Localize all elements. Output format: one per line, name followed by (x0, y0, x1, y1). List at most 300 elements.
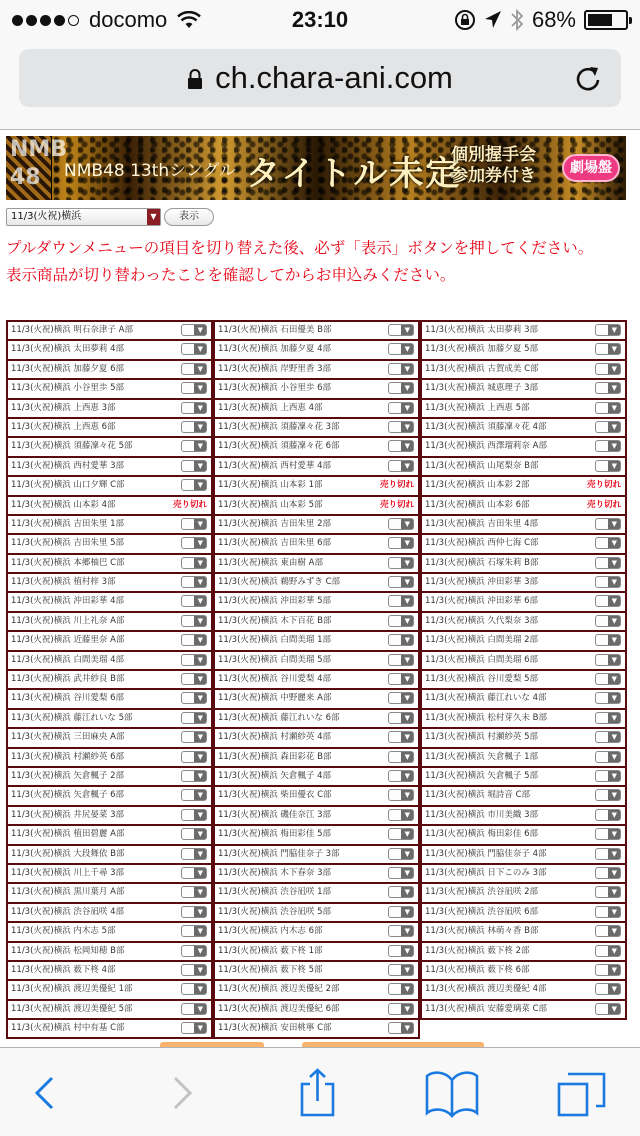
product-label: 11/3(火祝)横浜 須藤凜々花 3部 (218, 421, 340, 432)
quantity-select[interactable] (181, 964, 207, 976)
product-row (6, 419, 213, 438)
product-label: 11/3(火祝)横浜 植村梓 3部 (11, 577, 116, 588)
quantity-select[interactable] (595, 848, 621, 860)
product-label: 11/3(火祝)横浜 井尻晏菜 3部 (11, 809, 125, 820)
quantity-select[interactable] (388, 809, 414, 821)
quantity-select[interactable] (595, 809, 621, 821)
product-row (420, 904, 627, 923)
quantity-select[interactable] (181, 925, 207, 937)
product-row (213, 846, 420, 865)
product-row (420, 787, 627, 806)
product-label: 11/3(火祝)横浜 白間美瑠 5部 (218, 654, 332, 665)
product-label: 11/3(火祝)横浜 薮下柊 5部 (218, 964, 323, 975)
product-label: 11/3(火祝)横浜 太田夢莉 4部 (11, 344, 125, 355)
product-row (213, 555, 420, 574)
banner-single-text: NMB48 13thシングル (64, 161, 236, 181)
quantity-select[interactable] (595, 595, 621, 607)
quantity-select[interactable] (595, 886, 621, 898)
product-label: 11/3(火祝)横浜 薮下柊 4部 (11, 964, 116, 975)
product-row (420, 1001, 627, 1020)
product-label: 11/3(火祝)横浜 木下百花 B部 (218, 615, 332, 626)
product-row (213, 497, 420, 516)
banner-subtitle-line2: 参加券付き (451, 166, 536, 186)
url-text[interactable]: ch.chara-ani.com (215, 60, 453, 95)
product-label: 11/3(火祝)横浜 上西恵 5部 (425, 402, 530, 413)
quantity-select[interactable] (388, 654, 414, 666)
product-row (6, 884, 213, 903)
location-arrow-icon (484, 10, 502, 30)
quantity-select[interactable] (181, 324, 207, 336)
address-bar[interactable] (19, 49, 621, 107)
product-row (213, 380, 420, 399)
quantity-select[interactable] (595, 634, 621, 646)
show-button[interactable]: 表示 (164, 208, 214, 226)
quantity-select[interactable] (181, 1003, 207, 1015)
product-label: 11/3(火祝)横浜 明石奈津子 A部 (11, 325, 133, 335)
quantity-select[interactable] (388, 848, 414, 860)
quantity-select[interactable] (388, 557, 414, 569)
share-icon[interactable] (293, 1068, 343, 1118)
product-row (6, 807, 213, 826)
quantity-select[interactable] (595, 983, 621, 995)
product-row (420, 826, 627, 845)
quantity-select[interactable] (181, 692, 207, 704)
quantity-select[interactable] (181, 673, 207, 685)
quantity-select[interactable] (388, 692, 414, 704)
quantity-select[interactable] (388, 673, 414, 685)
product-label: 11/3(火祝)横浜 太田夢莉 3部 (425, 325, 539, 335)
quantity-select[interactable] (388, 906, 414, 918)
product-label: 11/3(火祝)横浜 沖田彩華 6部 (425, 596, 539, 607)
product-row (213, 400, 420, 419)
product-row (6, 923, 213, 942)
product-row (213, 749, 420, 768)
quantity-select[interactable] (595, 731, 621, 743)
quantity-select[interactable] (595, 925, 621, 937)
quantity-select[interactable] (388, 828, 414, 840)
quantity-select[interactable] (388, 576, 414, 588)
quantity-select[interactable] (595, 615, 621, 627)
quantity-select[interactable] (181, 440, 207, 452)
banner-title: タイトル未定 (246, 154, 462, 194)
quantity-select[interactable] (388, 983, 414, 995)
product-label: 11/3(火祝)横浜 渡辺美優紀 6部 (218, 1003, 340, 1014)
product-row (213, 826, 420, 845)
product-label: 11/3(火祝)横浜 日下このみ 3部 (425, 867, 547, 878)
product-row (6, 341, 213, 360)
quantity-select[interactable] (595, 867, 621, 879)
quantity-select[interactable] (388, 363, 414, 375)
product-row (420, 613, 627, 632)
quantity-select[interactable] (388, 595, 414, 607)
sold-out-badge: 売り切れ (586, 499, 621, 510)
product-label: 11/3(火祝)横浜 白間美瑠 6部 (425, 654, 539, 665)
product-row (420, 865, 627, 884)
product-row (213, 1001, 420, 1020)
product-row (420, 400, 627, 419)
quantity-select[interactable] (388, 770, 414, 782)
product-row (213, 458, 420, 477)
product-row (420, 710, 627, 729)
promo-banner[interactable] (6, 136, 626, 200)
product-label: 11/3(火祝)横浜 山本彩 4部 (11, 499, 116, 510)
quantity-select[interactable] (181, 886, 207, 898)
quantity-select[interactable] (595, 576, 621, 588)
quantity-select[interactable] (181, 945, 207, 957)
product-label: 11/3(火祝)横浜 渋谷凪咲 2部 (425, 887, 539, 898)
product-row (420, 322, 627, 341)
quantity-select[interactable] (181, 615, 207, 627)
quantity-select[interactable] (181, 343, 207, 355)
instruction-notice (6, 235, 616, 289)
quantity-select[interactable] (388, 402, 414, 414)
quantity-select[interactable] (181, 848, 207, 860)
product-label: 11/3(火祝)横浜 薮下柊 6部 (425, 964, 530, 975)
product-label: 11/3(火祝)横浜 谷川愛梨 5部 (425, 674, 539, 685)
quantity-select[interactable] (388, 751, 414, 763)
product-label: 11/3(火祝)横浜 黒川葉月 A部 (11, 887, 125, 898)
product-row (213, 535, 420, 554)
quantity-select[interactable] (595, 770, 621, 782)
quantity-select[interactable] (595, 363, 621, 375)
product-row (213, 361, 420, 380)
quantity-select[interactable] (388, 1022, 414, 1034)
quantity-select[interactable] (181, 402, 207, 414)
product-label: 11/3(火祝)横浜 藤江れいな 6部 (218, 712, 340, 723)
product-label: 11/3(火祝)横浜 村瀬紗英 5部 (425, 732, 539, 743)
product-label: 11/3(火祝)横浜 須藤凜々花 6部 (218, 441, 340, 452)
product-label: 11/3(火祝)横浜 森田彩花 B部 (218, 751, 332, 762)
product-label: 11/3(火祝)横浜 薮下柊 2部 (425, 945, 530, 956)
product-label: 11/3(火祝)横浜 矢倉楓子 6部 (11, 790, 125, 801)
product-column-3 (420, 320, 627, 1020)
quantity-select[interactable] (388, 615, 414, 627)
lock-icon (187, 68, 203, 90)
quantity-select[interactable] (388, 537, 414, 549)
product-row (6, 981, 213, 1000)
quantity-select[interactable] (595, 712, 621, 724)
product-label: 11/3(火祝)横浜 本郷柚巴 C部 (11, 557, 125, 568)
product-row (6, 787, 213, 806)
quantity-select[interactable] (181, 363, 207, 375)
clock: 23:10 (291, 7, 349, 32)
product-row (6, 516, 213, 535)
product-label: 11/3(火祝)横浜 西村愛華 4部 (218, 460, 332, 471)
product-label: 11/3(火祝)横浜 安田桃寧 C部 (218, 1023, 332, 1034)
product-row (420, 535, 627, 554)
product-row (420, 516, 627, 535)
product-row (213, 943, 420, 962)
product-row (213, 807, 420, 826)
quantity-select[interactable] (595, 324, 621, 336)
quantity-select[interactable] (388, 712, 414, 724)
event-filter (6, 208, 214, 226)
product-row (213, 516, 420, 535)
product-label: 11/3(火祝)横浜 近藤里奈 A部 (11, 635, 125, 646)
product-label: 11/3(火祝)横浜 小谷里歩 5部 (11, 383, 125, 394)
chevron-down-icon: ▼ (147, 209, 160, 225)
quantity-select[interactable] (595, 557, 621, 569)
product-row (6, 555, 213, 574)
quantity-select[interactable] (388, 324, 414, 336)
product-label: 11/3(火祝)横浜 須藤凜々花 5部 (11, 441, 133, 452)
product-row (213, 477, 420, 496)
quantity-select[interactable] (181, 983, 207, 995)
quantity-select[interactable] (181, 731, 207, 743)
product-label: 11/3(火祝)横浜 磯佳奈江 3部 (218, 809, 332, 820)
product-label: 11/3(火祝)横浜 石塚朱莉 B部 (425, 557, 539, 568)
quantity-select[interactable] (181, 460, 207, 472)
product-label: 11/3(火祝)横浜 内木志 6部 (218, 926, 323, 937)
quantity-select[interactable] (595, 654, 621, 666)
product-row (420, 632, 627, 651)
quantity-select[interactable] (388, 382, 414, 394)
product-row (420, 749, 627, 768)
product-label: 11/3(火祝)横浜 吉田朱里 6部 (218, 538, 332, 549)
product-row (213, 884, 420, 903)
quantity-select[interactable] (181, 421, 207, 433)
product-row (6, 1001, 213, 1020)
product-row (6, 943, 213, 962)
quantity-select[interactable] (595, 751, 621, 763)
product-label: 11/3(火祝)横浜 松村芽久未 B部 (425, 712, 547, 723)
product-row (6, 846, 213, 865)
product-label: 11/3(火祝)横浜 門脇佳奈子 3部 (218, 848, 340, 859)
quantity-select[interactable] (388, 886, 414, 898)
product-label: 11/3(火祝)横浜 渡辺美優紀 1部 (11, 984, 133, 995)
product-label: 11/3(火祝)横浜 城恵理子 3部 (425, 383, 539, 394)
quantity-select[interactable] (388, 789, 414, 801)
product-row (213, 690, 420, 709)
product-row (213, 593, 420, 612)
reload-icon[interactable] (573, 63, 603, 93)
product-row (420, 729, 627, 748)
product-row (420, 555, 627, 574)
product-label: 11/3(火祝)横浜 渋谷凪咲 1部 (218, 887, 332, 898)
product-label: 11/3(火祝)横浜 薮下柊 1部 (218, 945, 323, 956)
quantity-select[interactable] (595, 828, 621, 840)
quantity-select[interactable] (595, 460, 621, 472)
product-row (213, 923, 420, 942)
product-label: 11/3(火祝)横浜 藤江れいな 4部 (425, 693, 547, 704)
quantity-select[interactable] (388, 964, 414, 976)
quantity-select[interactable] (181, 789, 207, 801)
product-row (6, 962, 213, 981)
product-row (420, 380, 627, 399)
product-row (420, 652, 627, 671)
tabs-icon[interactable] (556, 1068, 606, 1118)
quantity-select[interactable] (388, 421, 414, 433)
product-label: 11/3(火祝)横浜 吉田朱里 1部 (11, 518, 125, 529)
product-label: 11/3(火祝)横浜 小谷里歩 6部 (218, 383, 332, 394)
product-label: 11/3(火祝)横浜 上西恵 6部 (11, 421, 116, 432)
product-label: 11/3(火祝)横浜 三田麻央 A部 (11, 732, 125, 743)
quantity-select[interactable] (181, 537, 207, 549)
product-row (6, 322, 213, 341)
quantity-select[interactable] (181, 1022, 207, 1034)
product-row (420, 923, 627, 942)
product-row (420, 807, 627, 826)
product-row (6, 768, 213, 787)
quantity-select[interactable] (181, 751, 207, 763)
browser-toolbar (0, 1047, 640, 1136)
quantity-select[interactable] (595, 673, 621, 685)
product-label: 11/3(火祝)横浜 吉田朱里 5部 (11, 538, 125, 549)
product-row (420, 846, 627, 865)
product-row (213, 438, 420, 457)
product-label: 11/3(火祝)横浜 矢倉楓子 1部 (425, 751, 539, 762)
product-label: 11/3(火祝)横浜 川上千尋 3部 (11, 867, 125, 878)
product-label: 11/3(火祝)横浜 谷川愛梨 6部 (11, 693, 125, 704)
quantity-select[interactable] (595, 906, 621, 918)
quantity-select[interactable] (388, 440, 414, 452)
product-row (420, 497, 627, 516)
quantity-select[interactable] (181, 906, 207, 918)
quantity-select[interactable] (181, 712, 207, 724)
product-label: 11/3(火祝)横浜 川上礼奈 A部 (11, 615, 125, 626)
quantity-select[interactable] (181, 382, 207, 394)
product-row (6, 671, 213, 690)
product-row (213, 652, 420, 671)
sold-out-badge: 売り切れ (172, 499, 207, 510)
product-label: 11/3(火祝)横浜 渡辺美優紀 5部 (11, 1003, 133, 1014)
quantity-select[interactable] (181, 809, 207, 821)
product-row (6, 613, 213, 632)
product-row (6, 826, 213, 845)
product-label: 11/3(火祝)横浜 矢倉楓子 4部 (218, 770, 332, 781)
carrier-name: docomo (89, 7, 168, 32)
quantity-select[interactable] (388, 634, 414, 646)
product-row (213, 671, 420, 690)
product-label: 11/3(火祝)横浜 渡辺美優紀 4部 (425, 984, 547, 995)
product-row (420, 884, 627, 903)
quantity-select[interactable] (181, 479, 207, 491)
quantity-select[interactable] (181, 654, 207, 666)
quantity-select[interactable] (595, 1003, 621, 1015)
product-row (6, 438, 213, 457)
product-row (420, 477, 627, 496)
quantity-select[interactable] (595, 945, 621, 957)
product-row (6, 535, 213, 554)
product-row (213, 904, 420, 923)
product-row (213, 1020, 420, 1039)
product-row (420, 574, 627, 593)
quantity-select[interactable] (181, 770, 207, 782)
product-row (6, 652, 213, 671)
product-row (6, 1020, 213, 1039)
forward-icon[interactable] (158, 1068, 208, 1118)
quantity-select[interactable] (595, 537, 621, 549)
product-label: 11/3(火祝)横浜 沖田彩華 4部 (11, 596, 125, 607)
product-label: 11/3(火祝)横浜 白間美瑠 2部 (425, 635, 539, 646)
product-column-1 (6, 320, 213, 1039)
quantity-select[interactable] (181, 518, 207, 530)
status-right (454, 7, 628, 33)
quantity-select[interactable] (388, 867, 414, 879)
product-row (420, 962, 627, 981)
quantity-select[interactable] (595, 382, 621, 394)
product-label: 11/3(火祝)横浜 上西恵 3部 (11, 402, 116, 413)
product-label: 11/3(火祝)横浜 渡辺美優紀 2部 (218, 984, 340, 995)
bookmarks-icon[interactable] (425, 1068, 479, 1118)
product-row (420, 690, 627, 709)
product-label: 11/3(火祝)横浜 鵜野みずき C部 (218, 577, 341, 588)
back-icon[interactable] (18, 1068, 68, 1118)
product-row (6, 400, 213, 419)
product-label: 11/3(火祝)横浜 藤江れいな 5部 (11, 712, 133, 723)
notice-line-1: プルダウンメニューの項目を切り替えた後、必ず「表示」ボタンを押してください。 (6, 239, 594, 257)
product-row (213, 574, 420, 593)
product-row (6, 904, 213, 923)
product-row (6, 361, 213, 380)
quantity-select[interactable] (181, 576, 207, 588)
quantity-select[interactable] (388, 925, 414, 937)
rotation-lock-icon (454, 9, 476, 31)
product-label: 11/3(火祝)横浜 矢倉楓子 2部 (11, 770, 125, 781)
product-row (420, 671, 627, 690)
quantity-select[interactable] (595, 402, 621, 414)
product-label: 11/3(火祝)横浜 山本彩 6部 (425, 499, 530, 510)
quantity-select[interactable] (388, 460, 414, 472)
quantity-select[interactable] (595, 518, 621, 530)
product-label: 11/3(火祝)横浜 谷川愛梨 4部 (218, 674, 332, 685)
quantity-select[interactable] (181, 634, 207, 646)
quantity-select[interactable] (595, 789, 621, 801)
quantity-select[interactable] (388, 1003, 414, 1015)
product-label: 11/3(火祝)横浜 木下春奈 3部 (218, 867, 332, 878)
quantity-select[interactable] (181, 595, 207, 607)
quantity-select[interactable] (388, 731, 414, 743)
product-row (213, 865, 420, 884)
product-row (420, 438, 627, 457)
quantity-select[interactable] (595, 692, 621, 704)
product-row (213, 341, 420, 360)
quantity-select[interactable] (181, 867, 207, 879)
product-label: 11/3(火祝)横浜 古賀成美 C部 (425, 363, 539, 374)
product-label: 11/3(火祝)横浜 西仲七海 C部 (425, 538, 539, 549)
product-label: 11/3(火祝)横浜 山尾梨奈 B部 (425, 460, 539, 471)
product-row (6, 497, 213, 516)
product-label: 11/3(火祝)横浜 柴田優衣 C部 (218, 790, 332, 801)
quantity-select[interactable] (388, 343, 414, 355)
product-row (420, 419, 627, 438)
bluetooth-icon (510, 8, 524, 32)
quantity-select[interactable] (181, 557, 207, 569)
sold-out-badge: 売り切れ (379, 499, 414, 510)
product-label: 11/3(火祝)横浜 須藤凜々花 4部 (425, 421, 547, 432)
product-label: 11/3(火祝)横浜 吉田朱里 2部 (218, 518, 332, 529)
quantity-select[interactable] (595, 421, 621, 433)
product-label: 11/3(火祝)横浜 門脇佳奈子 4部 (425, 848, 547, 859)
product-row (213, 710, 420, 729)
quantity-select[interactable] (388, 945, 414, 957)
quantity-select[interactable] (181, 828, 207, 840)
quantity-select[interactable] (388, 518, 414, 530)
product-label: 11/3(火祝)横浜 吉田朱里 4部 (425, 518, 539, 529)
product-label: 11/3(火祝)横浜 加藤夕夏 5部 (425, 344, 539, 355)
product-row (6, 690, 213, 709)
quantity-select[interactable] (595, 964, 621, 976)
product-label: 11/3(火祝)横浜 久代梨奈 3部 (425, 615, 539, 626)
product-label: 11/3(火祝)横浜 中野麗来 A部 (218, 693, 332, 704)
event-select[interactable] (6, 208, 161, 226)
quantity-select[interactable] (595, 343, 621, 355)
quantity-select[interactable] (595, 440, 621, 452)
battery-percent: 68% (531, 7, 576, 32)
sold-out-badge: 売り切れ (379, 480, 414, 491)
product-label: 11/3(火祝)横浜 渋谷凪咲 6部 (425, 906, 539, 917)
product-row (213, 768, 420, 787)
